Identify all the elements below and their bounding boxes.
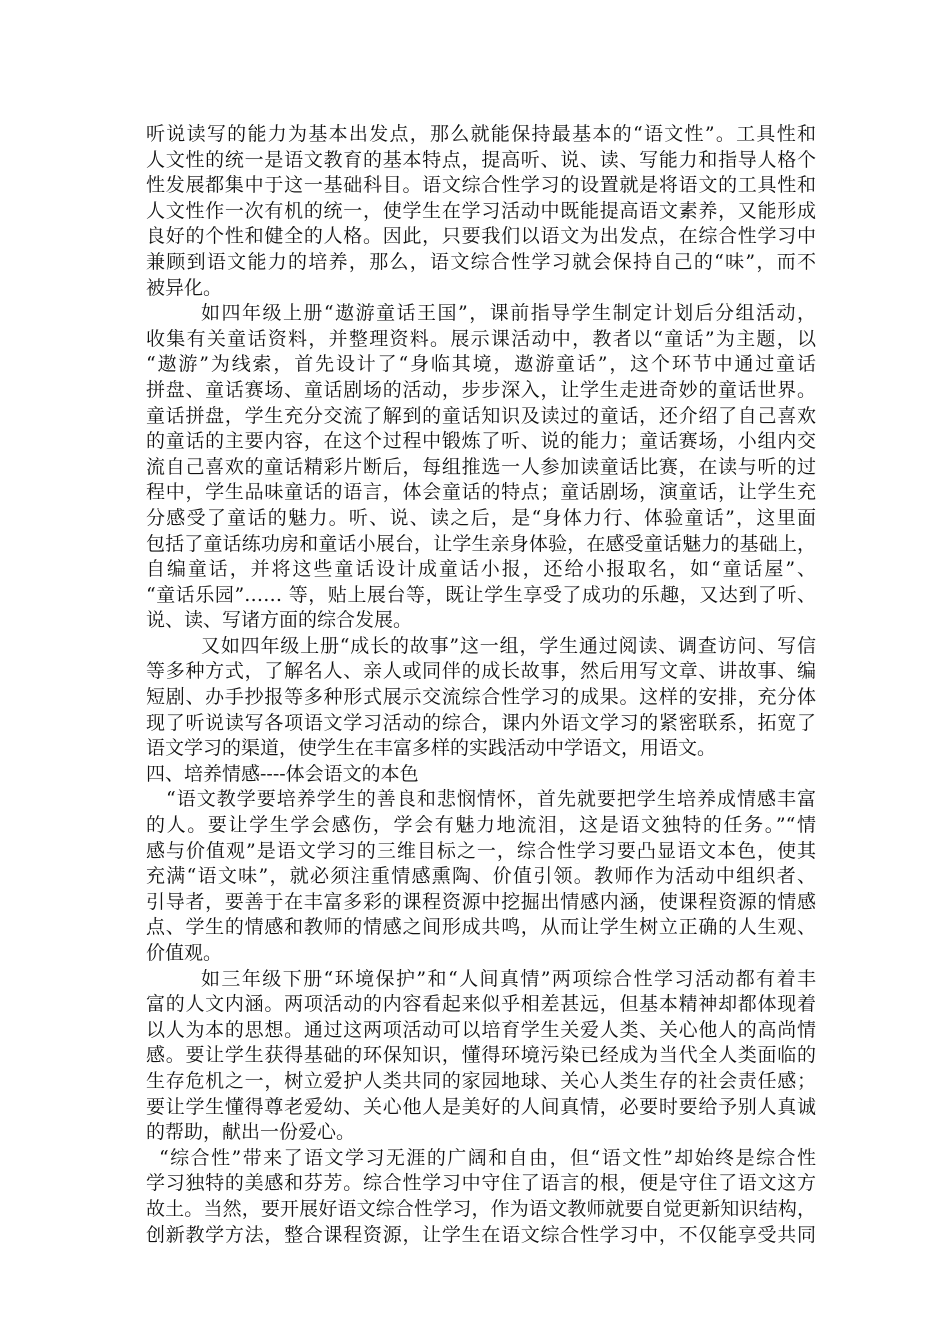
text-line: 童话拼盘，学生充分交流了解到的童话知识及读过的童话，还介绍了自己喜欢 <box>146 404 816 427</box>
text-line: 兼顾到语文能力的培养，那么，语文综合性学习就会保持自己的“味”，而不 <box>146 250 816 273</box>
text-line: 短剧、办手抄报等多种形式展示交流综合性学习的成果。这样的安排，充分体 <box>146 686 816 709</box>
paragraph-3 <box>146 634 816 762</box>
text-line: 流自己喜欢的童话精彩片断后，每组推选一人参加读童话比赛，在读与听的过 <box>146 455 816 478</box>
text-line: 拼盘、童话赛场、童话剧场的活动，步步深入，让学生走进奇妙的童话世界。 <box>146 378 816 401</box>
text-line: 以人为本的思想。通过这两项活动可以培育学生关爱人类、关心他人的高尚情 <box>146 1018 816 1041</box>
text-line: 程中，学生品味童话的语言，体会童话的特点；童话剧场，演童话，让学生充 <box>146 481 816 504</box>
text-line: “综合性”带来了语文学习无涯的广阔和自由，但“语文性”却始终是综合性 <box>159 1146 816 1169</box>
text-line: 说、读、写诸方面的综合发展。 <box>146 609 413 632</box>
text-line: 引导者，要善于在丰富多彩的课程资源中挖掘出情感内涵，使课程资源的情感 <box>146 890 816 913</box>
text-line: 生存危机之一，树立爱护人类共同的家园地球、关心人类生存的社会责任感； <box>146 1069 816 1092</box>
text-line: 感。要让学生获得基础的环保知识，懂得环境污染已经成为当代全人类面临的 <box>146 1044 816 1067</box>
paragraph-2 <box>146 301 816 634</box>
text-line: 价值观。 <box>146 942 223 964</box>
text-line: 自编童话，并将这些童话设计成童话小报，还给小报取名，如“童话屋”、 <box>146 558 816 581</box>
text-line: 如四年级上册“遨游童话王国”，课前指导学生制定计划后分组活动， <box>201 302 816 325</box>
text-line: 故土。当然，要开展好语文综合性学习，作为语文教师就要自觉更新知识结构， <box>146 1197 816 1220</box>
paragraph-6 <box>146 1146 816 1248</box>
text-line: 包括了童话练功房和童话小展台，让学生亲身体验，在感受童话魅力的基础上， <box>146 532 816 555</box>
text-line: 要让学生懂得尊老爱幼、关心他人是美好的人间真情，必要时要给予别人真诚 <box>146 1095 816 1118</box>
text-line: 富的人文内涵。两项活动的内容看起来似乎相差甚远，但基本精神却都体现着 <box>146 993 816 1016</box>
text-line: 学习独特的美感和芬芳。综合性学习中守住了语言的根，便是守住了语文这方 <box>146 1172 816 1195</box>
text-line: 人文性的统一是语文教育的基本特点，提高听、说、读、写能力和指导人格个 <box>146 148 816 171</box>
text-line: “遨游”为线索，首先设计了“身临其境，遨游童话”，这个环节中通过童话 <box>146 353 816 376</box>
text-line: 感与价值观”是语文学习的三维目标之一，综合性学习要凸显语文本色，使其 <box>146 839 816 862</box>
paragraph-5 <box>146 967 816 1146</box>
text-line: 又如四年级上册“成长的故事”这一组，学生通过阅读、调查访问、写信 <box>201 634 816 657</box>
section-heading: 四、培养情感----体会语文的本色 <box>146 762 419 785</box>
text-line: 创新教学方法，整合课程资源，让学生在语文综合性学习中，不仅能享受共同 <box>146 1223 816 1246</box>
text-line: 分感受了童话的魅力。听、说、读之后，是“身体力行、体验童话”，这里面 <box>146 506 816 529</box>
document-page <box>146 122 816 1248</box>
text-line: 如三年级下册“环境保护”和“人间真情”两项综合性学习活动都有着丰 <box>201 967 816 990</box>
text-line: 现了听说读写各项语文学习活动的综合，课内外语文学习的紧密联系，拓宽了 <box>146 711 816 734</box>
text-line: 良好的个性和健全的人格。因此，只要我们以语文为出发点，在综合性学习中 <box>146 225 816 248</box>
text-line: 性发展都集中于这一基础科目。语文综合性学习的设置就是将语文的工具性和 <box>146 174 816 197</box>
text-line: “语文教学要培养学生的善良和悲悯情怀，首先就要把学生培养成情感丰富 <box>166 788 816 811</box>
text-line: 语文学习的渠道，使学生在丰富多样的实践活动中学语文，用语文。 <box>146 737 717 760</box>
text-line: 充满“语文味”，就必须注重情感熏陶、价值引领。教师作为活动中组织者、 <box>146 865 816 888</box>
text-line: 点、学生的情感和教师的情感之间形成共鸣，从而让学生树立正确的人生观、 <box>146 916 816 939</box>
text-line: 的童话的主要内容，在这个过程中锻炼了听、说的能力；童话赛场，小组内交 <box>146 430 816 453</box>
paragraph-4 <box>146 787 816 966</box>
text-line: “童话乐园”…… 等，贴上展台等，既让学生享受了成功的乐趣，又达到了听、 <box>146 583 816 606</box>
text-line: 收集有关童话资料，并整理资料。展示课活动中，教者以“童话”为主题，以 <box>146 327 816 350</box>
text-line: 的人。要让学生学会感伤，学会有魅力地流泪，这是语文独特的任务。”“情 <box>146 814 816 837</box>
text-line: 被异化。 <box>146 276 223 299</box>
paragraph-1 <box>146 122 816 301</box>
text-line: 等多种方式，了解名人、亲人或同伴的成长故事，然后用写文章、讲故事、编 <box>146 660 816 683</box>
text-line: 人文性作一次有机的统一，使学生在学习活动中既能提高语文素养，又能形成 <box>146 199 816 222</box>
text-line: 听说读写的能力为基本出发点，那么就能保持最基本的“语文性”。工具性和 <box>146 123 816 145</box>
text-line: 的帮助，献出一份爱心。 <box>146 1121 356 1144</box>
